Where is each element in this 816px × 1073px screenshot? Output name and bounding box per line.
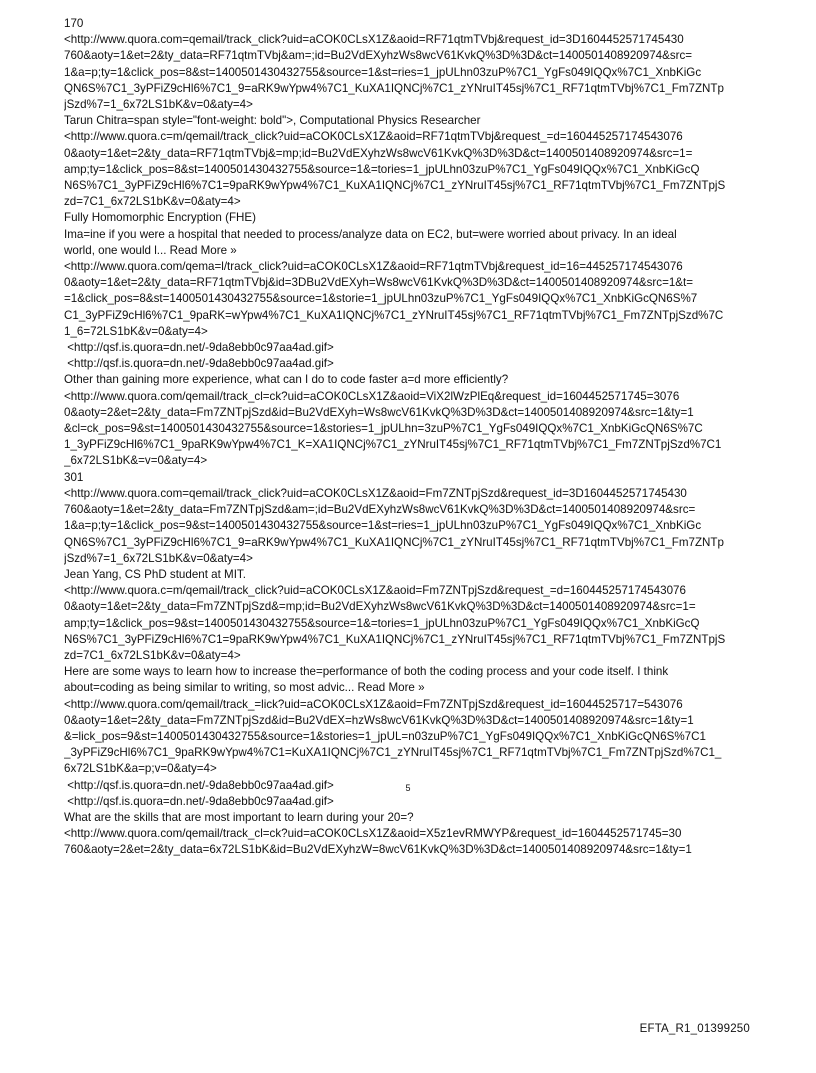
text-line: <http://www.quora.com/qemail/track_=lick?uid=aCOK0CLsX1Z&aoid=Fm7ZNTpjSzd&request_id=16044525717=543076	[64, 697, 683, 711]
text-line: Ima=ine if you were a hospital that needed to process/analyze data on EC2, but=were worried about privacy. In an ideal	[64, 227, 677, 241]
text-line: 301	[64, 470, 84, 484]
text-line: about=coding as being similar to writing, so most advic... Read More »	[64, 681, 425, 695]
text-line: 760&aoty=1&et=2&ty_data=Fm7ZNTpjSzd&am=;id=Bu2VdEXyhzWs8wcV61KvkQ%3D%3D&ct=1400501408920974&src=	[64, 503, 696, 517]
text-line: 170	[64, 17, 84, 30]
text-line: zd=7C1_6x72LS1bK&v=0&aty=4>	[64, 195, 241, 209]
text-line: What are the skills that are most important to learn during your 20=?	[64, 810, 414, 824]
text-line: 0&aoty=1&et=2&ty_data=RF71qtmTVbj&=mp;id=Bu2VdEXyhzWs8wcV61KvkQ%3D%3D&ct=1400501408920974&src=1=	[64, 146, 693, 160]
text-line: Jean Yang, CS PhD student at MIT.	[64, 567, 246, 581]
text-line: Other than gaining more experience, what can I do to code faster a=d more efficiently?	[64, 373, 509, 387]
text-line: N6S%7C1_3yPFiZ9cHl6%7C1=9paRK9wYpw4%7C1_KuXA1IQNCj%7C1_zYNruIT45sj%7C1_RF71qtmTVbj%7C1_Fm7ZNTpjS	[64, 632, 726, 646]
text-line: <http://qsf.is.quora=dn.net/-9da8ebb0c97aa4ad.gif>	[64, 341, 334, 355]
text-line: 760&aoty=1&et=2&ty_data=RF71qtmTVbj&am=;id=Bu2VdEXyhzWs8wcV61KvkQ%3D%3D&ct=1400501408920974&src=	[64, 49, 693, 63]
text-line: world, one would l... Read More »	[64, 243, 237, 257]
text-line: <http://www.quora.com/qemail/track_cl=ck?uid=aCOK0CLsX1Z&aoid=ViX2lWzPlEq&request_id=1604452571745=3076	[64, 389, 680, 403]
text-line: N6S%7C1_3yPFiZ9cHl6%7C1=9paRK9wYpw4%7C1_KuXA1IQNCj%7C1_zYNruIT45sj%7C1_RF71qtmTVbj%7C1_Fm7ZNTpjS	[64, 179, 726, 193]
text-line: &cl=ck_pos=9&st=1400501430432755&source=1&stories=1_jpULhn=3zuP%7C1_YgFs049IQQx%7C1_XnbKiGcQN6S%7C	[64, 422, 703, 436]
text-line: <http://www.quora.com/qemail/track_cl=ck?uid=aCOK0CLsX1Z&aoid=X5z1evRMWYP&request_id=1604452571745=30	[64, 827, 682, 841]
text-line: _6x72LS1bK&=v=0&aty=4>	[64, 454, 208, 468]
text-line: _3yPFiZ9cHl6%7C1_9paRK9wYpw4%7C1=KuXA1IQNCj%7C1_zYNruIT45sj%7C1_RF71qtmTVbj%7C1_Fm7ZNTpjSzd%7C1_	[64, 746, 722, 760]
text-line: 1&a=p;ty=1&click_pos=9&st=1400501430432755&source=1&st=ries=1_jpULhn03zuP%7C1_YgFs049IQQx%7C1_XnbKiGc	[64, 519, 702, 533]
text-line: 1_6=72LS1bK&v=0&aty=4>	[64, 324, 208, 338]
text-line: QN6S%7C1_3yPFiZ9cHl6%7C1_9=aRK9wYpw4%7C1_KuXA1IQNCj%7C1_zYNruIT45sj%7C1_RF71qtmTVbj%7C1_Fm7ZNTp	[64, 81, 724, 95]
text-line: Here are some ways to learn how to increase the=performance of both the coding process and your code itself. I think	[64, 665, 669, 679]
text-line: amp;ty=1&click_pos=8&st=1400501430432755&source=1&=tories=1_jpULhn03zuP%7C1_YgFs049IQQx%7C1_XnbKiGcQ	[64, 162, 700, 176]
text-line: <http://www.quora.c=m/qemail/track_click?uid=aCOK0CLsX1Z&aoid=RF71qtmTVbj&request_=d=160445257174543076	[64, 130, 683, 144]
text-line: 6x72LS1bK&a=p;v=0&aty=4>	[64, 762, 217, 776]
document-id-footer: EFTA_R1_01399250	[639, 1023, 750, 1035]
text-line: 1_3yPFiZ9cHl6%7C1_9paRK9wYpw4%7C1_K=XA1IQNCj%7C1_zYNruIT45sj%7C1_RF71qtmTVbj%7C1_Fm7ZNTpjSzd%7C1	[64, 438, 722, 452]
text-line: jSzd%7=1_6x72LS1bK&v=0&aty=4>	[64, 98, 253, 112]
text-line: jSzd%7=1_6x72LS1bK&v=0&aty=4>	[64, 551, 253, 565]
text-line: <http://qsf.is.quora=dn.net/-9da8ebb0c97aa4ad.gif>	[64, 357, 334, 371]
text-line: <http://www.quora.com=qemail/track_click?uid=aCOK0CLsX1Z&aoid=Fm7ZNTpjSzd&request_id=3D1604452571745430	[64, 486, 687, 500]
text-line: <http://www.quora.com/qema=l/track_click?uid=aCOK0CLsX1Z&aoid=RF71qtmTVbj&request_id=16=445257174543076	[64, 260, 683, 274]
text-line: Tarun Chitra=span style="font-weight: bold">, Computational Physics Researcher	[64, 114, 481, 128]
text-line: =1&click_pos=8&st=1400501430432755&source=1&storie=1_jpULhn03zuP%7C1_YgFs049IQQx%7C1_XnbKiGcQN6S%7	[64, 292, 698, 306]
text-line: QN6S%7C1_3yPFiZ9cHl6%7C1_9=aRK9wYpw4%7C1_KuXA1IQNCj%7C1_zYNruIT45sj%7C1_RF71qtmTVbj%7C1_Fm7ZNTp	[64, 535, 724, 549]
page-number: 5	[405, 783, 411, 793]
text-line: 0&aoty=2&et=2&ty_data=Fm7ZNTpjSzd&id=Bu2VdEXyh=Ws8wcV61KvkQ%3D%3D&ct=1400501408920974&src=1&ty=1	[64, 405, 694, 419]
text-line: 0&aoty=1&et=2&ty_data=Fm7ZNTpjSzd&=mp;id=Bu2VdEXyhzWs8wcV61KvkQ%3D%3D&ct=1400501408920974&src=1=	[64, 600, 696, 614]
text-line: C1_3yPFiZ9cHl6%7C1_9paRK=wYpw4%7C1_KuXA1IQNCj%7C1_zYNruIT45sj%7C1_RF71qtmTVbj%7C1_Fm7ZNTpjSzd%7C	[64, 308, 724, 322]
text-line: Fully Homomorphic Encryption (FHE)	[64, 211, 256, 225]
text-line: <http://www.quora.com=qemail/track_click?uid=aCOK0CLsX1Z&aoid=RF71qtmTVbj&request_id=3D1604452571745430	[64, 33, 684, 47]
text-line: <http://www.quora.c=m/qemail/track_click?uid=aCOK0CLsX1Z&aoid=Fm7ZNTpjSzd&request_=d=160445257174543076	[64, 584, 686, 598]
text-line: 1&a=p;ty=1&click_pos=8&st=1400501430432755&source=1&st=ries=1_jpULhn03zuP%7C1_YgFs049IQQx%7C1_XnbKiGc	[64, 65, 702, 79]
text-line: <http://qsf.is.quora=dn.net/-9da8ebb0c97aa4ad.gif>	[64, 778, 334, 792]
text-line: zd=7C1_6x72LS1bK&v=0&aty=4>	[64, 648, 241, 662]
text-line: amp;ty=1&click_pos=9&st=1400501430432755&source=1&=tories=1_jpULhn03zuP%7C1_YgFs049IQQx%7C1_XnbKiGcQ	[64, 616, 700, 630]
text-line: &=lick_pos=9&st=1400501430432755&source=1&stories=1_jpUL=n03zuP%7C1_YgFs049IQQx%7C1_XnbKiGcQN6S%7C1	[64, 729, 706, 743]
text-line: 0&aoty=1&et=2&ty_data=Fm7ZNTpjSzd&id=Bu2VdEX=hzWs8wcV61KvkQ%3D%3D&ct=1400501408920974&src=1&ty=1	[64, 713, 694, 727]
text-line: 760&aoty=2&et=2&ty_data=6x72LS1bK&id=Bu2VdEXyhzW=8wcV61KvkQ%3D%3D&ct=1400501408920974&src=1&ty=1	[64, 843, 692, 857]
document-body	[64, 16, 774, 859]
text-line: 0&aoty=1&et=2&ty_data=RF71qtmTVbj&id=3DBu2VdEXyh=Ws8wcV61KvkQ%3D%3D&ct=1400501408920974&src=1&t=	[64, 276, 694, 290]
text-line: <http://qsf.is.quora=dn.net/-9da8ebb0c97aa4ad.gif>	[64, 794, 334, 808]
